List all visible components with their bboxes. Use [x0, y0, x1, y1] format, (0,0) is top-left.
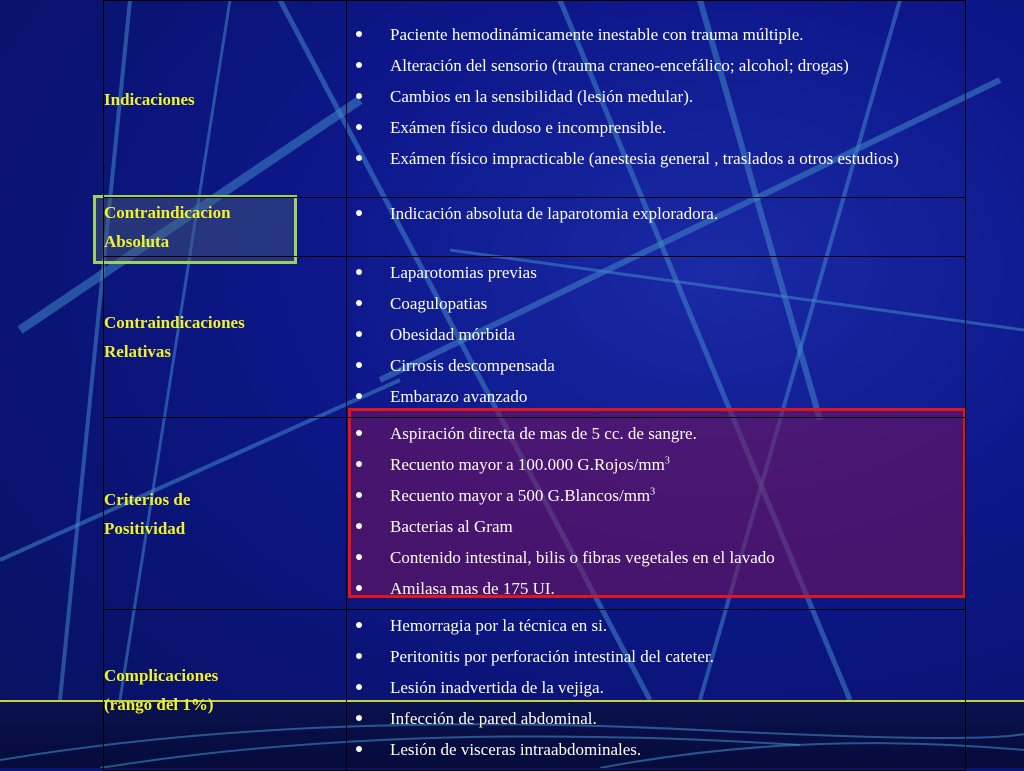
row-label [104, 1, 347, 198]
list-item: Coagulopatias [347, 293, 965, 314]
list-item: Indicación absoluta de laparotomia exploradora. [347, 203, 965, 224]
row-items [347, 418, 966, 610]
list-item: Exámen físico dudoso e incomprensible. [347, 117, 965, 138]
list-item: Paciente hemodinámicamente inestable con trauma múltiple. [347, 24, 965, 45]
row-label-line: Absoluta [104, 232, 170, 251]
list-item [347, 454, 965, 475]
list-item: Embarazo avanzado [347, 386, 965, 407]
peritoneal-lavage-table [103, 0, 966, 771]
list-item: Contenido intestinal, bilis o fibras vegetales en el lavado [347, 547, 965, 568]
table-row-indicaciones [104, 1, 966, 198]
row-label-line: Criterios de [104, 489, 191, 509]
row-label [104, 257, 347, 418]
list-item: Cirrosis descompensada [347, 355, 965, 376]
list-item: Obesidad mórbida [347, 324, 965, 345]
table-row-contraindicacion-absoluta [104, 198, 966, 257]
list-item-text: Recuento mayor a 500 G.Blancos/mm [390, 486, 651, 505]
list-item: Peritonitis por perforación intestinal del cateter. [347, 646, 965, 667]
row-items [347, 1, 966, 198]
list-item: Aspiración directa de mas de 5 cc. de sangre. [347, 423, 965, 444]
row-items [347, 198, 966, 257]
list-item: Hemorragia por la técnica en si. [347, 615, 965, 636]
row-label-line: Positividad [104, 518, 186, 538]
list-item: Amilasa mas de 175 UI. [347, 578, 965, 599]
superscript: 3 [650, 486, 656, 498]
list-item: Lesión inadvertida de la vejiga. [347, 677, 965, 698]
list-item: Bacterias al Gram [347, 516, 965, 537]
list-item: Exámen físico impracticable (anestesia general , traslados a otros estudios) [347, 148, 965, 169]
row-label-line: Contraindicacion [104, 203, 231, 222]
row-label-line: (rango del 1%) [104, 695, 214, 714]
list-item: Alteración del sensorio (trauma craneo-encefálico; alcohol; drogas) [347, 55, 965, 76]
table-row-criterios-positividad [104, 418, 966, 610]
list-item: Lesión de visceras intraabdominales. [347, 739, 965, 760]
superscript: 3 [664, 455, 670, 467]
row-label-line: Complicaciones [104, 666, 219, 685]
list-item: Infección de pared abdominal. [347, 708, 965, 729]
list-item: Laparotomias previas [347, 262, 965, 283]
row-label-line: Relativas [104, 342, 172, 361]
row-label-line: Contraindicaciones [104, 313, 245, 332]
table-row-contraindicaciones-relativas [104, 257, 966, 418]
row-items [347, 257, 966, 418]
row-label-line: Indicaciones [104, 89, 195, 109]
list-item-text: Recuento mayor a 100.000 G.Rojos/mm [390, 455, 665, 474]
row-label [104, 610, 347, 771]
table-row-complicaciones [104, 610, 966, 771]
list-item: Cambios en la sensibilidad (lesión medular). [347, 86, 965, 107]
row-items [347, 610, 966, 771]
row-label [104, 418, 347, 610]
row-label [104, 198, 347, 257]
list-item [347, 485, 965, 506]
